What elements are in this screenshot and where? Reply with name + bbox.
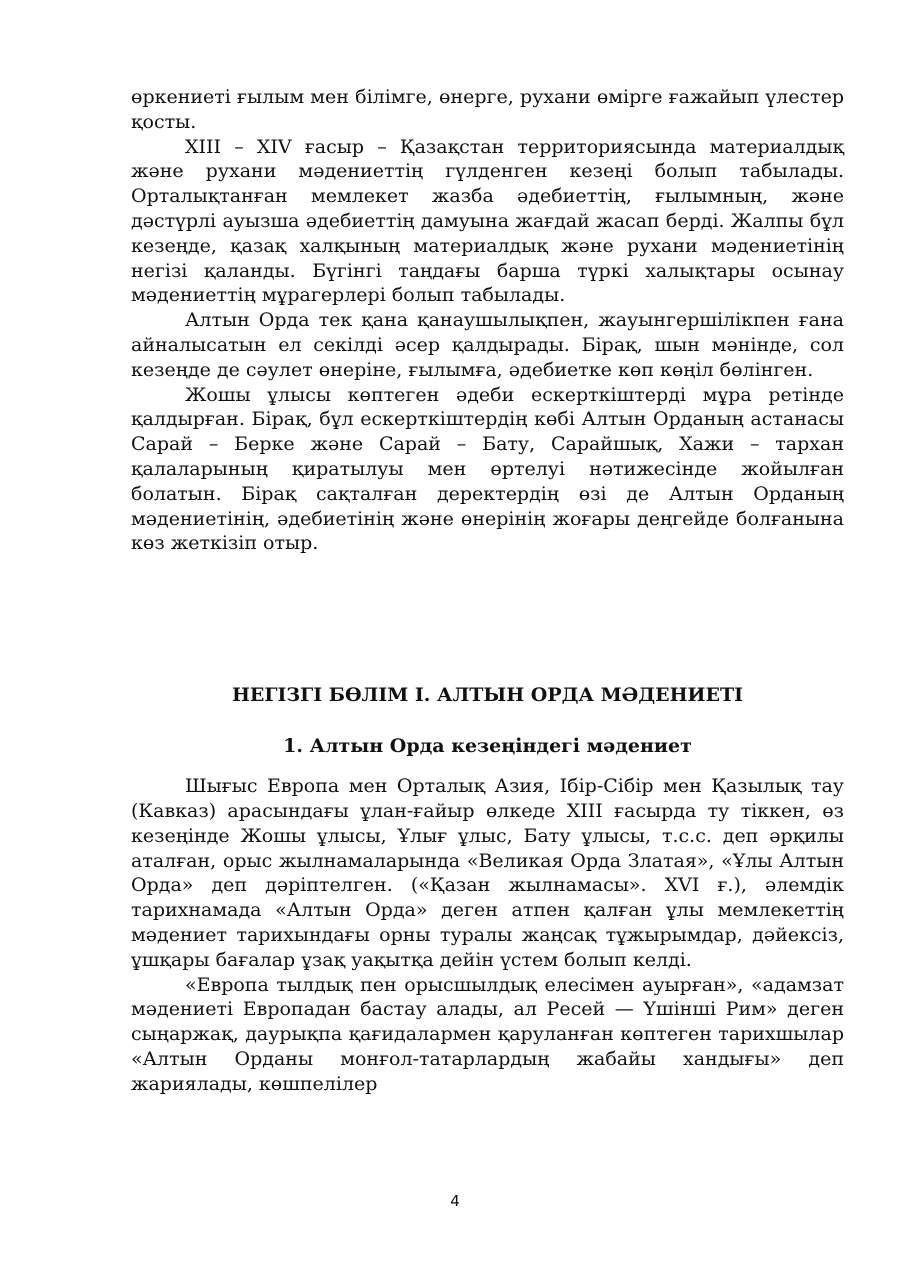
- document-page: [131, 85, 844, 1097]
- section-spacer: [131, 556, 844, 683]
- paragraph-xiii-xiv-century: XIII – XIV ғасыр – Қазақстан территориясында материалдық және рухани мәдениеттің гүлденген кезеңі болып табылады. Орталықтанған мемлекет жазба әдебиеттің, ғылымның, және дәстүрлі ауызша әдебиеттің дамуына жағдай жасап берді. Жалпы бұл кезеңде, қазақ халқының материалдық және рухани мәдениетінің негізі қаланды. Бүгінгі таңдағы барша түркі халықтары осынау мәдениеттің мұрагерлері болып табылады.: [131, 135, 844, 307]
- paragraph-continuation: өркениеті ғылым мен білімге, өнерге, рухани өмірге ғажайып үлестер қосты.: [131, 86, 844, 133]
- paragraph-european-historians: «Европа тылдық пен орысшылдық елесімен ауырған», «адамзат мәдениеті Европадан бастау алады, ал Ресей — Үшінші Рим» деген сыңаржақ, даурықпа қағидалармен қаруланған көптеген тарихшылар «Алтын Орданы монғол-татарлардың жабайы хандығы» деп жариялады, көшпелілер: [131, 973, 844, 1095]
- paragraph-eastern-europe-central-asia: Шығыс Европа мен Орталық Азия, Ібір-Сібір мен Қазылық тау (Кавказ) арасындағы ұлан-ғайыр өлкеде XIII ғасырда ту тіккен, өз кезеңінде Жошы ұлысы, Ұлығ ұлыс, Бату ұлысы, т.с.с. деп әрқилы аталған, орыс жылнамаларында «Великая Орда Златая», «Ұлы Алтын Орда» деп дәріптелген. («Қазан жылнамасы». XVI ғ.), әлемдік тарихнамада «Алтын Орда» деген атпен қалған ұлы мемлекеттің мәдениет тарихындағы орны туралы жаңсақ тұжырымдар, дәйексіз, ұшқары бағалар ұзақ уақытқа дейін үстем болып келді.: [131, 775, 844, 971]
- paragraph-jochi-ulus-monuments: Жошы ұлысы көптеген әдеби ескерткіштерді мұра ретінде қалдырған. Бірақ, бұл ескерткіштердің көбі Алтын Орданың астанасы Сарай – Берке және Сарай – Бату, Сарайшық, Хажи – тархан қалаларының қиратылуы мен өртелуі нәтижесінде жойылған болатын. Бірақ сақталған деректердің өзі де Алтын Орданың мәдениетінің, әдебиетінің және өнерінің жоғары деңгейде болғанына көз жеткізіп отыр.: [131, 383, 844, 555]
- subsection-title: 1. Алтын Орда кезеңіндегі мәдениет: [283, 735, 692, 758]
- page-number: 4: [450, 1192, 460, 1210]
- paragraph-golden-horde-impression: Алтын Орда тек қана қанаушылықпен, жауынгершілікпен ғана айналысатын ел секілді әсер қалдырады. Бірақ, шын мәнінде, сол кезеңде де сәулет өнеріне, ғылымға, әдебиетке көп көңіл бөлінген.: [131, 309, 844, 381]
- section-title: НЕГІЗГІ БӨЛІМ І. АЛТЫН ОРДА МӘДЕНИЕТІ: [231, 684, 743, 707]
